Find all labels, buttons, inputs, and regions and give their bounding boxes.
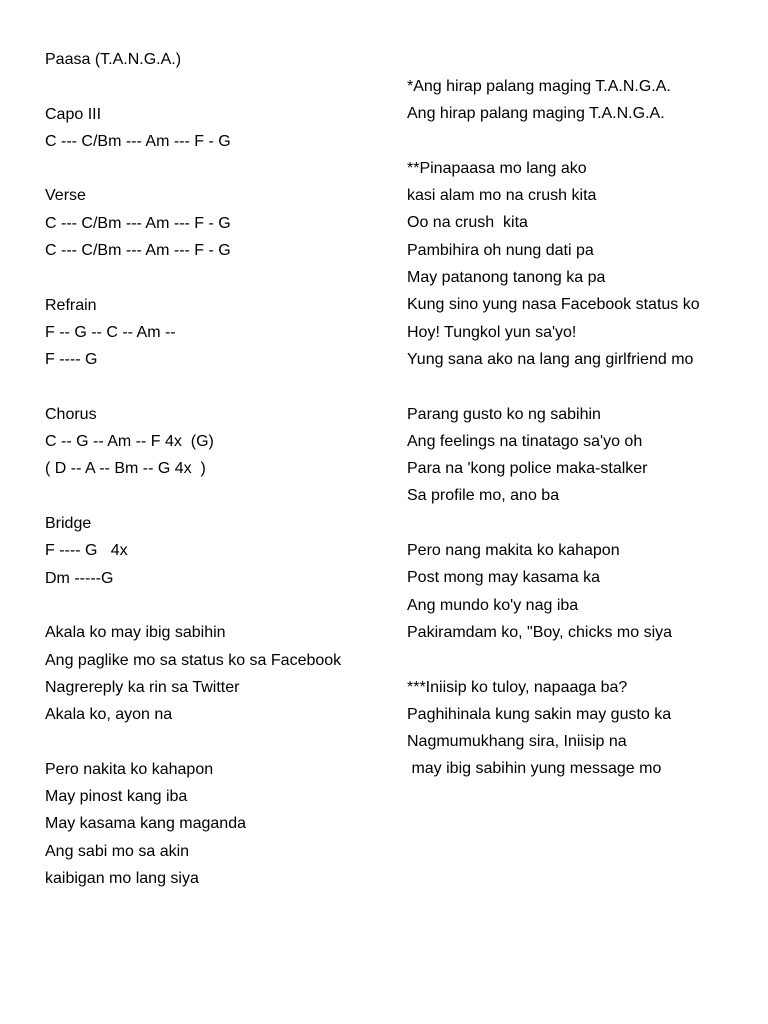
left-line-12: F ---- G	[45, 351, 98, 369]
left-line-22: Akala ko may ibig sabihin	[45, 624, 226, 642]
left-line-17	[45, 483, 395, 510]
left-line-10: Refrain	[45, 296, 97, 314]
left-line-24: Nagrereply ka rin sa Twitter	[45, 678, 240, 696]
left-line-3: Capo III	[45, 105, 102, 123]
left-line-30: Ang sabi mo sa akin	[45, 842, 190, 860]
right-line-11: Yung sana ako na lang ang girlfriend mo	[407, 350, 694, 368]
right-line-25: Nagmumukhang sira, Iniisip na	[407, 733, 627, 751]
right-line-3	[407, 128, 762, 155]
left-line-19: F ---- G 4x	[45, 542, 128, 560]
right-line-4: **Pinapaasa mo lang ako	[407, 159, 587, 177]
left-column	[45, 46, 395, 892]
right-line-19: Post mong may kasama ka	[407, 569, 600, 587]
right-line-20: Ang mundo ko'y nag iba	[407, 596, 579, 614]
left-line-16: ( D -- A -- Bm -- G 4x )	[45, 460, 206, 478]
left-line-21	[45, 592, 395, 619]
right-line-2: Ang hirap palang maging T.A.N.G.A.	[407, 105, 665, 123]
right-line-18: Pero nang makita ko kahapon	[407, 542, 620, 560]
right-line-6: Oo na crush kita	[407, 214, 528, 232]
right-line-14: Ang feelings na tinatago sa'yo oh	[407, 432, 643, 450]
right-line-22	[407, 646, 762, 673]
right-line-24: Paghihinala kung sakin may gusto ka	[407, 705, 672, 723]
left-line-1: Paasa (T.A.N.G.A.)	[45, 51, 182, 68]
left-line-5	[45, 155, 395, 182]
left-line-27: Pero nakita ko kahapon	[45, 760, 214, 778]
left-line-7: C --- C/Bm --- Am --- F - G	[45, 214, 231, 232]
right-line-8: May patanong tanong ka pa	[407, 269, 606, 287]
right-line-5: kasi alam mo na crush kita	[407, 187, 597, 205]
left-line-23: Ang paglike mo sa status ko sa Facebook	[45, 651, 342, 669]
left-line-29: May kasama kang maganda	[45, 815, 246, 833]
right-line-10: Hoy! Tungkol yun sa'yo!	[407, 323, 577, 341]
right-line-7: Pambihira oh nung dati pa	[407, 241, 594, 259]
left-line-13	[45, 374, 395, 401]
right-line-12	[407, 373, 762, 400]
left-line-31: kaibigan mo lang siya	[45, 869, 199, 887]
right-line-1: *Ang hirap palang maging T.A.N.G.A.	[407, 78, 671, 95]
right-column	[407, 73, 762, 783]
left-line-28: May pinost kang iba	[45, 788, 188, 806]
left-line-26	[45, 728, 395, 755]
right-line-16: Sa profile mo, ano ba	[407, 487, 560, 505]
left-line-25: Akala ko, ayon na	[45, 706, 173, 724]
left-line-15: C -- G -- Am -- F 4x (G)	[45, 433, 214, 451]
left-line-9	[45, 264, 395, 291]
right-line-15: Para na 'kong police maka-stalker	[407, 460, 648, 478]
left-line-6: Verse	[45, 187, 86, 205]
left-line-8: C --- C/Bm --- Am --- F - G	[45, 242, 231, 260]
left-line-18: Bridge	[45, 515, 92, 533]
right-line-13: Parang gusto ko ng sabihin	[407, 405, 601, 423]
left-line-11: F -- G -- C -- Am --	[45, 323, 176, 341]
left-line-2	[45, 73, 395, 100]
right-line-17	[407, 510, 762, 537]
left-line-4: C --- C/Bm --- Am --- F - G	[45, 132, 231, 150]
left-line-14: Chorus	[45, 405, 97, 423]
left-line-20: Dm -----G	[45, 569, 114, 587]
right-line-26: may ibig sabihin yung message mo	[407, 760, 662, 778]
right-line-23: ***Iniisip ko tuloy, napaaga ba?	[407, 678, 628, 696]
right-line-21: Pakiramdam ko, "Boy, chicks mo siya	[407, 623, 673, 641]
right-line-9: Kung sino yung nasa Facebook status ko	[407, 296, 700, 314]
